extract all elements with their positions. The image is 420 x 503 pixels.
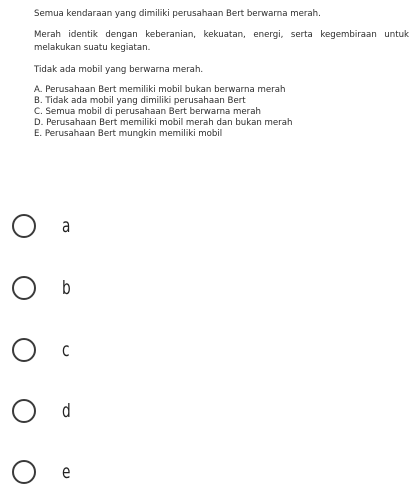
choice-b: B. Tidak ada mobil yang dimiliki perusahaan Bert (34, 96, 246, 106)
radio-button-icon[interactable] (12, 338, 36, 362)
radio-button-icon[interactable] (12, 276, 36, 300)
choice-a: A. Perusahaan Bert memiliki mobil bukan berwarna merah (34, 85, 286, 95)
radio-button-icon[interactable] (12, 460, 36, 484)
choice-e: E. Perusahaan Bert mungkin memiliki mobil (34, 129, 223, 139)
answer-option-b[interactable] (12, 274, 74, 302)
answer-option-e[interactable] (12, 458, 74, 486)
answer-option-c[interactable] (12, 336, 72, 364)
radio-button-icon[interactable] (12, 214, 36, 238)
choice-c: C. Semua mobil di perusahaan Bert berwarna merah (34, 107, 261, 117)
radio-button-icon[interactable] (12, 399, 36, 423)
answer-label-a: a (62, 215, 71, 237)
premise-2: Merah identik dengan keberanian, kekuatan, energi, serta kegembiraan untuk melakukan suatu kegiatan. (34, 29, 409, 53)
answer-option-a[interactable] (12, 212, 74, 240)
premise-1: Semua kendaraan yang dimiliki perusahaan Bert berwarna merah. (34, 9, 321, 19)
premise-3: Tidak ada mobil yang berwarna merah. (34, 64, 204, 75)
answer-label-c: c (62, 339, 70, 361)
answer-option-d[interactable] (12, 397, 74, 425)
answer-label-d: d (62, 400, 71, 422)
choice-d: D. Perusahaan Bert memiliki mobil merah dan bukan merah (34, 118, 293, 128)
answer-label-b: b (62, 277, 71, 299)
answer-label-e: e (62, 461, 71, 483)
